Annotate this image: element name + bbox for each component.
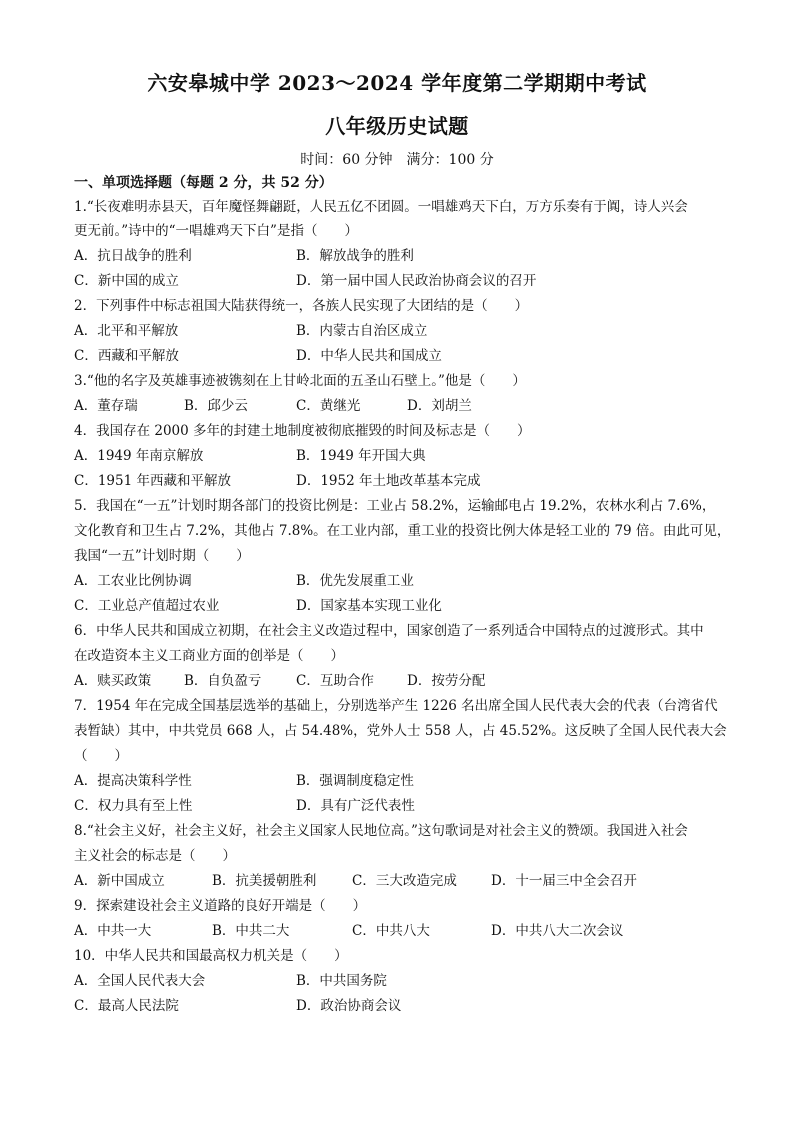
option-a[interactable]: A．全国人民代表大会 <box>74 973 206 989</box>
option-c[interactable]: C．新中国的成立 <box>74 273 179 289</box>
option-a[interactable]: A．中共一大 <box>74 923 152 939</box>
option-b[interactable]: B．内蒙古自治区成立 <box>296 323 428 339</box>
option-a[interactable]: A．董存瑞 <box>74 398 138 414</box>
option-b[interactable]: B．中共二大 <box>212 923 290 939</box>
option-a[interactable]: A．工农业比例协调 <box>74 573 192 589</box>
question-4-line-1: 4．我国存在 2000 多年的封建土地制度被彻底摧毁的时间及标志是（ ） <box>74 423 531 439</box>
question-5-line-3: 我国“一五”计划时期（ ） <box>74 548 250 564</box>
option-b[interactable]: B．抗美援朝胜利 <box>212 873 317 889</box>
option-c[interactable]: C．权力具有至上性 <box>74 798 193 814</box>
option-d[interactable]: D．按劳分配 <box>407 673 486 689</box>
question-3-line-1: 3.“他的名字及英雄事迹被镌刻在上甘岭北面的五圣山石壁上。”他是（ ） <box>74 373 526 389</box>
option-a[interactable]: A．赎买政策 <box>74 673 152 689</box>
option-d[interactable]: D．政治协商会议 <box>296 998 402 1014</box>
question-10-line-1: 10．中华人民共和国最高权力机关是（ ） <box>74 948 348 964</box>
question-7-line-3: （ ） <box>74 748 128 764</box>
option-a[interactable]: A．提高决策科学性 <box>74 773 192 789</box>
question-6-line-2: 在改造资本主义工商业方面的创举是（ ） <box>74 648 344 664</box>
option-b[interactable]: B．强调制度稳定性 <box>296 773 414 789</box>
option-d[interactable]: D．具有广泛代表性 <box>296 798 415 814</box>
question-8-line-1: 8.“社会主义好，社会主义好，社会主义国家人民地位高。”这句歌词是对社会主义的赞颂。我国进入社会 <box>74 823 688 839</box>
question-7-line-1: 7．1954 年在完成全国基层选举的基础上，分别选举产生 1226 名出席全国人民代表大会的代表（台湾省代 <box>74 698 718 714</box>
option-a[interactable]: A．1949 年南京解放 <box>74 448 204 464</box>
option-b[interactable]: B．中共国务院 <box>296 973 387 989</box>
question-1-line-2: 更无前。”诗中的“一唱雄鸡天下白”是指（ ） <box>74 223 358 239</box>
option-c[interactable]: C．1951 年西藏和平解放 <box>74 473 231 489</box>
option-b[interactable]: B．解放战争的胜利 <box>296 248 414 264</box>
section-heading: 一、单项选择题（每题 2 分，共 52 分） <box>74 175 333 191</box>
question-6-line-1: 6．中华人民共和国成立初期，在社会主义改造过程中，国家创造了一系列适合中国特点的过渡形式。其中 <box>74 623 704 639</box>
option-c[interactable]: C．西藏和平解放 <box>74 348 179 364</box>
option-d[interactable]: D．国家基本实现工业化 <box>296 598 442 614</box>
exam-subtitle: 八年级历史试题 <box>325 114 469 138</box>
question-8-line-2: 主义社会的标志是（ ） <box>74 848 236 864</box>
option-c[interactable]: C．最高人民法院 <box>74 998 179 1014</box>
question-5-line-1: 5．我国在“一五”计划时期各部门的投资比例是：工业占 58.2%，运输邮电占 19.2%，农林水利占 7.6%， <box>74 498 716 514</box>
option-c[interactable]: C．三大改造完成 <box>352 873 457 889</box>
option-a[interactable]: A．抗日战争的胜利 <box>74 248 192 264</box>
option-b[interactable]: B．邱少云 <box>184 398 248 414</box>
option-c[interactable]: C．黄继光 <box>296 398 361 414</box>
option-d[interactable]: D．中共八大二次会议 <box>491 923 624 939</box>
option-b[interactable]: B．1949 年开国大典 <box>296 448 426 464</box>
option-c[interactable]: C．互助合作 <box>296 673 374 689</box>
option-d[interactable]: D．十一届三中全会召开 <box>491 873 637 889</box>
option-d[interactable]: D．1952 年土地改革基本完成 <box>296 473 481 489</box>
option-a[interactable]: A．新中国成立 <box>74 873 165 889</box>
option-d[interactable]: D．第一届中国人民政治协商会议的召开 <box>296 273 537 289</box>
question-7-line-2: 表暂缺）其中，中共党员 668 人，占 54.48%，党外人士 558 人，占 45.52%。这反映了全国人民代表大会 <box>74 723 727 739</box>
option-c[interactable]: C．中共八大 <box>352 923 430 939</box>
exam-title: 六安皋城中学 2023～2024 学年度第二学期期中考试 <box>147 71 647 95</box>
option-a[interactable]: A．北平和平解放 <box>74 323 179 339</box>
question-9-line-1: 9．探索建设社会主义道路的良好开端是（ ） <box>74 898 367 914</box>
question-5-line-2: 文化教育和卫生占 7.2%，其他占 7.8%。在工业内部，重工业的投资比例大体是轻工业的 79 倍。由此可见， <box>74 523 731 539</box>
option-d[interactable]: D．中华人民共和国成立 <box>296 348 442 364</box>
question-2-line-1: 2．下列事件中标志祖国大陆获得统一，各族人民实现了大团结的是（ ） <box>74 298 529 314</box>
option-b[interactable]: B．自负盈亏 <box>184 673 262 689</box>
time-score-info: 时间：60 分钟 满分：100 分 <box>300 152 494 168</box>
question-1-line-1: 1.“长夜难明赤县天，百年魔怪舞翩跹，人民五亿不团圆。一唱雄鸡天下白，万方乐奏有于阗，诗人兴会 <box>74 199 688 215</box>
option-b[interactable]: B．优先发展重工业 <box>296 573 414 589</box>
option-c[interactable]: C．工业总产值超过农业 <box>74 598 220 614</box>
option-d[interactable]: D．刘胡兰 <box>407 398 472 414</box>
